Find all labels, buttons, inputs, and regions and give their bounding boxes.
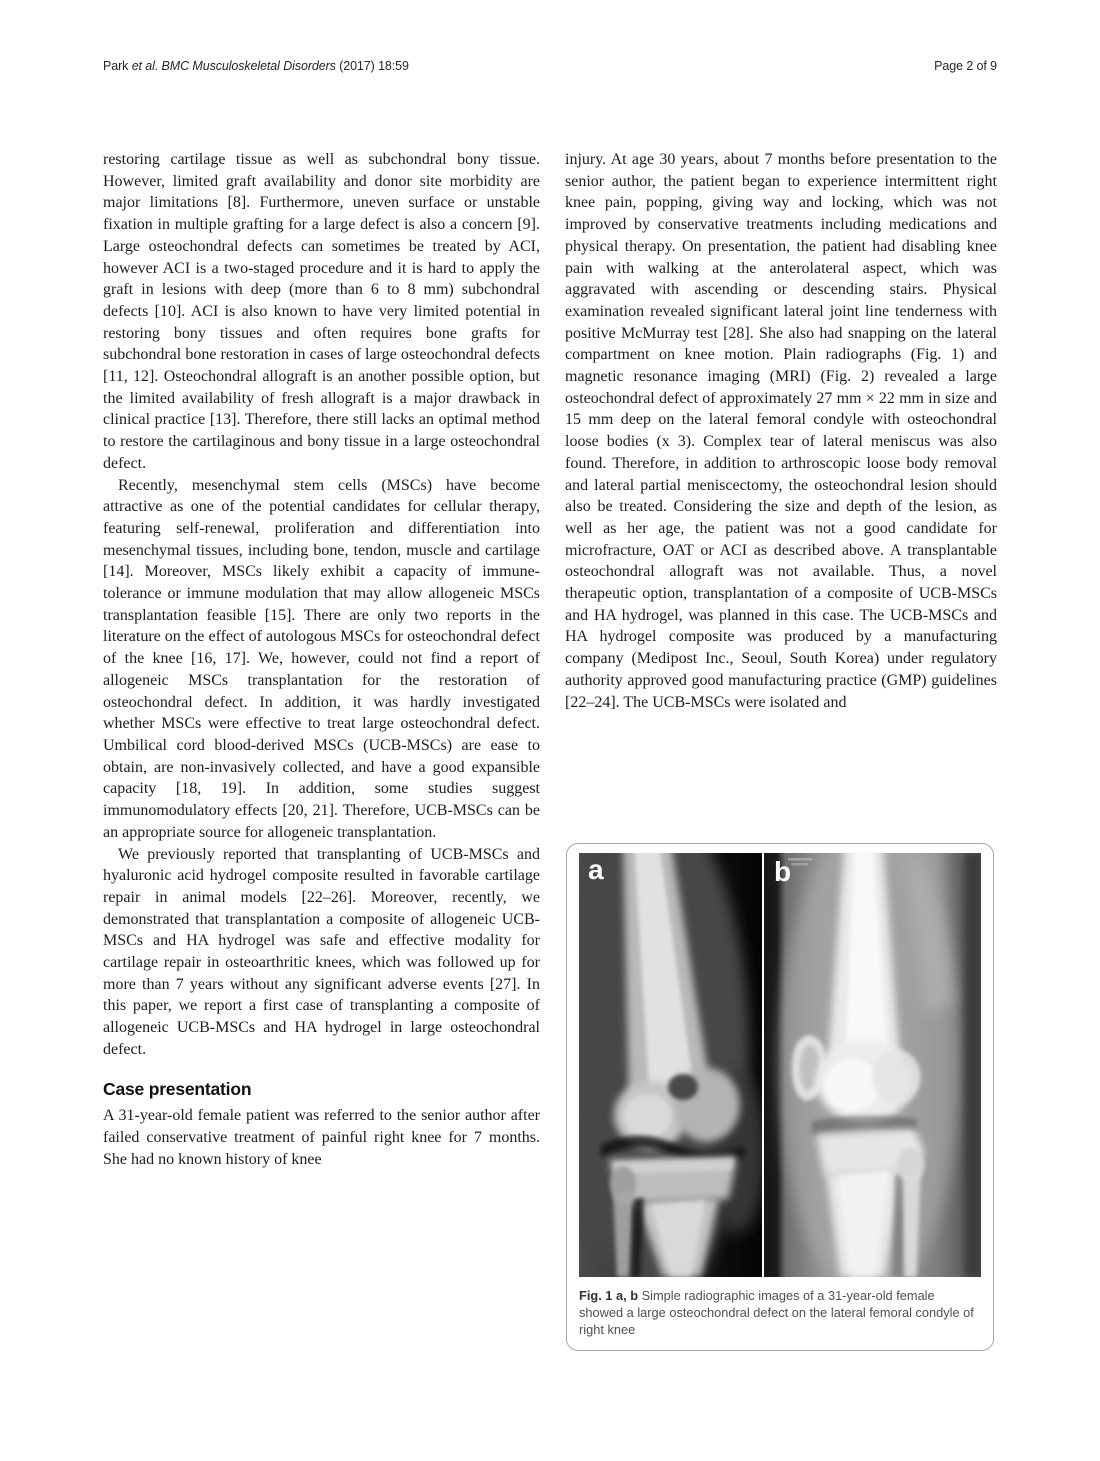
body-paragraph: We previously reported that transplanting of UCB-MSCs and hyaluronic acid hydrogel composite resulted in favorable cartilage repair in animal models [22–26]. Moreover, recently, we demonstrated that transplantation a composite of allogeneic UCB-MSCs and HA hydrogel was safe and effective modality for cartilage repair in osteoarthritic knees, which was followed up for more than 7 years without any significant adverse events [27]. In this paper, we report a first case of transplanting a composite of allogeneic UCB-MSCs and HA hydrogel in large osteochondral defect. — [103, 845, 540, 1058]
citation-journal: et al. BMC Musculoskeletal Disorders — [131, 59, 336, 73]
xray-panel-b — [764, 853, 981, 1277]
figure-1 — [566, 843, 994, 1351]
xray-image-ap-view — [579, 853, 762, 1277]
xray-panel-a — [579, 853, 762, 1277]
body-paragraph: Recently, mesenchymal stem cells (MSCs) have become attractive as one of the potential candidates for cellular therapy, featuring self-renewal, proliferation and differentiation into mesenchymal tissues, including bone, tendon, muscle and cartilage [14]. Moreover, MSCs likely exhibit a capacity of immune-tolerance or immune modulation that may allow allogeneic MSCs transplantation feasible [15]. There are only two reports in the literature on the effect of autologous MSCs for osteochondral defect of the knee [16, 17]. We, however, could not find a report of allogeneic MSCs transplantation for the restoration of osteochondral defect. In addition, it was hardly investigated whether MSCs were effective to treat large osteochondral defect. Umbilical cord blood-derived MSCs (UCB-MSCs) are ease to obtain, are non-invasively collected, and have a good expansible capacity [18, 19]. In addition, some studies suggest immunomodulatory effects [20, 21]. Therefore, UCB-MSCs can be an appropriate source for allogeneic transplantation. — [103, 476, 540, 841]
figure-1-caption — [579, 1287, 981, 1338]
running-header — [103, 59, 997, 73]
left-column — [103, 149, 540, 1170]
panel-b-label: b — [774, 856, 792, 887]
body-paragraph: restoring cartilage tissue as well as subchondral bony tissue. However, limited graft availability and donor site morbidity are major limitations [8]. Furthermore, uneven surface or unstable fixation in multiple grafting for a large defect is also a concern [9]. Large osteochondral defects can sometimes be treated by ACI, however ACI is a two-staged procedure and it is hard to apply the graft in lesions with deep (more than 6 to 8 mm) subchondral defects [10]. ACI is also known to have very limited potential in restoring bony tissues and often requires bone grafts for subchondral bone restoration in cases of large osteochondral defects [11, 12]. Osteochondral allograft is an another possible option, but the limited availability of fresh allograft is a major drawback in clinical practice [13]. Therefore, there still lacks an optimal method to restore the cartilaginous and bony tissue in a large osteochondral defect. — [103, 151, 540, 472]
figure-caption-lead: Fig. 1 a, b — [579, 1288, 639, 1303]
citation-author: Park — [103, 59, 132, 73]
body-paragraph: A 31-year-old female patient was referred to the senior author after failed conservative treatment of painful right knee for 7 months. She had no known history of knee — [103, 1107, 540, 1168]
body-paragraph: injury. At age 30 years, about 7 months before presentation to the senior author, the patient began to experience intermittent right knee pain, popping, giving way and locking, which was not improved by conservative treatments including medications and physical therapy. On presentation, the patient had disabling knee pain with walking at the anterolateral aspect, which was aggravated with ascending or descending stairs. Physical examination revealed significant lateral joint line tenderness with positive McMurray test [28]. She also had snapping on the lateral compartment on knee motion. Plain radiographs (Fig. 1) and magnetic resonance imaging (MRI) (Fig. 2) revealed a large osteochondral defect of approximately 27 mm × 22 mm in size and 15 mm deep on the lateral femoral condyle with osteochondral loose bodies (x 3). Complex tear of lateral meniscus was also found. Therefore, in addition to arthroscopic loose body removal and lateral partial meniscectomy, the osteochondral lesion should also be treated. Considering the size and depth of the lesion, as well as her age, the patient was not a good candidate for microfracture, OAT or ACI as described above. A transplantable osteochondral allograft was not available. Thus, a novel therapeutic option, transplantation of a composite of UCB-MSCs and HA hydrogel, was planned in this case. The UCB-MSCs and HA hydrogel composite was produced by a manufacturing company (Medipost Inc., Seoul, South Korea) under regulatory authority approved good manufacturing practice (GMP) guidelines [22–24]. The UCB-MSCs were isolated and — [565, 151, 997, 711]
page-number: Page 2 of 9 — [934, 59, 997, 73]
panel-a-label: a — [588, 854, 604, 885]
citation-issue: (2017) 18:59 — [335, 59, 409, 73]
header-citation — [103, 59, 409, 73]
xray-image-oblique-view — [764, 853, 981, 1277]
right-column — [565, 149, 997, 713]
section-heading: Case presentation — [103, 1078, 252, 1099]
figure-caption-text: Simple radiographic images of a 31-year-old female showed a large osteochondral defect on the lateral femoral condyle of right knee — [579, 1288, 974, 1337]
figure-1-panels — [579, 853, 981, 1277]
